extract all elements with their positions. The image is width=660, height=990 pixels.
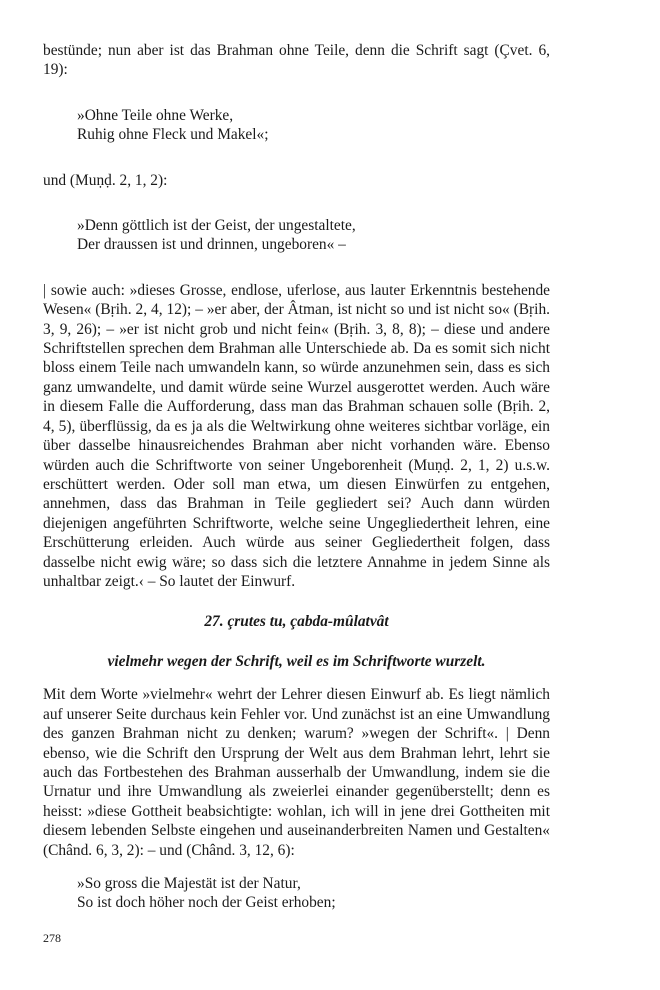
opening-paragraph: bestünde; nun aber ist das Brahman ohne Teile, denn die Schrift sagt (Çvet. 6, 19):: [43, 42, 550, 79]
connector-line: und (Muṇḍ. 2, 1, 2):: [43, 171, 168, 189]
verse-majestaet: [43, 874, 550, 913]
verse-line: Ruhig ohne Fleck und Makel«;: [77, 126, 269, 144]
verse-line: Der draussen ist und drinnen, ungeboren« –: [77, 236, 346, 254]
objection-paragraph: | sowie auch: »dieses Grosse, endlose, uferlose, aus lauter Erkenntnis bestehende Wesen« (Bṛih. 2, 4, 12); – »er aber, der Âtman, ist nicht so und ist nicht so« (Bṛih. 3, 9, 26); – »er ist nicht grob und nicht fein« (Bṛih. 3, 8, 8); – diese und andere Schriftstellen sprechen dem Brahman alle Unterschiede ab. Da es somit sich nicht bloss einem Teile nach umwandeln kann, so würde anzunehmen sein, dass es sich ganz umwandelte, und damit würde seine Wurzel ausgerottet werden. Auch wäre in diesem Falle die Aufforderung, dass man das Brahman schauen solle (Bṛih. 2, 4, 5), überflüssig, da es ja als die Weltwirkung ohne weiteres sichtbar vorläge, ein über dasselbe hinausreichendes Brahman aber nicht vorhanden wäre. Ebenso würden auch die Schriftworte von seiner Ungeborenheit (Muṇḍ. 2, 1, 2) u.s.w. erschüttert werden. Oder soll man etwa, um diesen Einwürfen zu entgehen, annehmen, dass das Brahman in Teile gegliedert sei? Auch dann würden diejenigen angeführten Schriftworte, welche seine Ungegliedertheit lehren, eine Erschütterung erleiden. Auch würde aus seiner Gegliedertheit folgen, dass dasselbe nicht ewig wäre; so dass sich die letztere Annahme in jedem Sinne als unhaltbar zeigt.‹ – So lautet der Einwurf.: [43, 281, 550, 590]
verse-line: So ist doch höher noch der Geist erhoben;: [77, 894, 336, 912]
sutra-heading: 27. çrutes tu, çabda-mûlatvât: [204, 613, 389, 631]
verse-ohne-teile: [43, 106, 550, 145]
verse-line: »Denn göttlich ist der Geist, der ungestaltete,: [77, 217, 356, 235]
reply-paragraph: Mit dem Worte »vielmehr« wehrt der Lehrer diesen Einwurf ab. Es liegt nämlich auf unserer Seite durchaus kein Fehler vor. Und zunächst ist an eine Umwandlung des ganzen Brahman nicht zu denken; warum? »wegen der Schrift«. | Denn ebenso, wie die Schrift den Ursprung der Welt aus dem Brahman lehrt, lehrt sie auch das Fortbestehen des Brahman ausserhalb der Umwandlung, indem sie die Urnatur und ihre Umwandlung als zweierlei einander gegenüberstellt; denn es heisst: »diese Gottheit beabsichtigte: wohlan, ich will in jene drei Gottheiten mit diesem lebenden Selbste eingehen und auseinanderbreiten Namen und Gestalten« (Chând. 6, 3, 2): – und (Chând. 3, 12, 6):: [43, 686, 550, 859]
page-number: 278: [43, 931, 61, 945]
page-body: [43, 41, 550, 913]
verse-goettlich: [43, 216, 550, 255]
verse-line: »So gross die Majestät ist der Natur,: [77, 875, 301, 892]
verse-line: »Ohne Teile ohne Werke,: [77, 106, 234, 124]
sutra-translation: vielmehr wegen der Schrift, weil es im Schriftworte wurzelt.: [107, 653, 486, 671]
